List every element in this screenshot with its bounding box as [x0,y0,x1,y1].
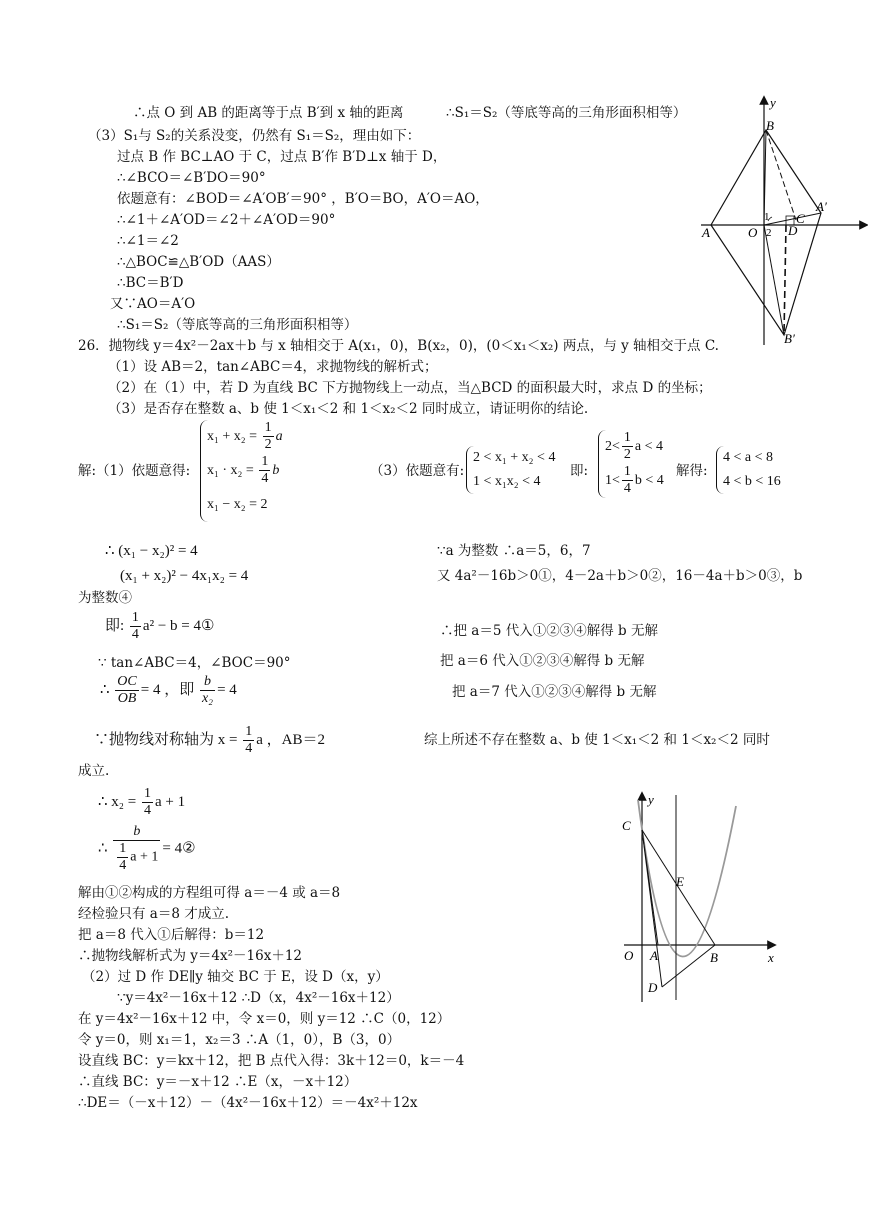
fig2-label: D [648,980,658,995]
inequality-system: 2 < x₁ + x₂ < 4 1 < x₁x₂ < 4 [466,446,555,494]
fig2-label: E [676,874,684,889]
derivation-line: 把 a＝8 代入①后解得：b＝12 [78,927,265,943]
derivation-line: ∴抛物线解析式为 y＝4x²－16x＋12 [78,948,303,964]
proof-line: （3）S₁与 S₂的关系没变，仍然有 S₁＝S₂，理由如下： [88,128,421,144]
fig1-label: 2 [766,227,772,239]
inequality-system: 2< $\frac{1}{2}$ a < 4 1< $\frac{1}{4}$ b < 4 [598,430,664,498]
inequality-system: 4 < a < 8 4 < b < 16 [716,446,781,494]
derivation-line: ∴ $\frac{OC}{OB}$ = 4 ，即 $\frac{b}{\text{x₂}}$ = 4 [100,674,237,706]
derivation-line: 设直线 BC：y＝kx＋12，把 B 点代入得：3k＋12＝0，k＝－4 [78,1053,465,1069]
fig2-label: A [650,948,658,963]
fig2-label: C [622,818,631,833]
equation-system: x₁ + x₂ = $\frac{1}{2}$ a x₁ · x₂ = $\frac{1}{4}$ b x₁ − x₂ = 2 [200,420,283,522]
parabola-figure [612,790,782,1010]
derivation-line: ∴DE＝（－x＋12）－（4x²－16x＋12）＝－4x²＋12x [78,1095,418,1111]
derivation-line: ∴ (x₁ − x₂)² = 4 [105,543,198,559]
fig2-label: O [624,948,634,963]
proof-line: ∴∠BCO＝∠B′DO＝90° [117,170,266,186]
derivation-line: ∵a 为整数 ∴a＝5，6，7 [437,543,591,559]
problem-part: （1）设 AB＝2，tan∠ABC＝4，求抛物线的解析式； [108,359,438,375]
fig1-label: C [796,211,805,226]
derivation-line: 综上所述不存在整数 a、b 使 1＜x₁＜2 和 1＜x₂＜2 同时 [424,732,770,748]
derivation-line: 又 4a²－16b＞0①，4－2a＋b＞0②，16－4a＋b＞0③，b [437,568,803,584]
problem-part: （3）是否存在整数 a、b 使 1＜x₁＜2 和 1＜x₂＜2 同时成立，请证明你的结论. [108,401,589,417]
fig1-label: O [748,225,758,240]
proof-line: ∴S₁＝S₂（等底等高的三角形面积相等） [446,105,687,121]
problem-statement: 26．抛物线 y＝4x²－2ax＋b 与 x 轴相交于 A(x₁，0)，B(x₂，0)，(0＜x₁＜x₂) 两点，与 y 轴相交于点 C. [78,338,719,354]
proof-line: 依题意有：∠BOD＝∠A′OB′＝90° ，B′O＝BO，A′O＝AO， [117,191,489,207]
solution-label: （3）依题意有: [370,463,465,479]
derivation-line: 即: $\frac{1}{4}$ a² − b = 4① [105,610,215,642]
derivation-line: (x₁ + x₂)² − 4x₁x₂ = 4 [120,568,249,584]
derivation-line: 成立. [78,763,110,779]
derivation-line: （2）过 D 作 DE∥y 轴交 BC 于 E，设 D（x，y） [82,969,389,985]
geometry-figure [696,95,868,350]
derivation-line: ∵抛物线对称轴为 x = $\frac{1}{4}$ a ，AB＝2 [94,724,325,756]
derivation-line: 在 y＝4x²－16x＋12 中，令 x＝0，则 y＝12 ∴C（0，12） [78,1011,451,1027]
proof-line: ∴点 O 到 AB 的距离等于点 B′到 x 轴的距离 [133,105,404,121]
fig1-label: A [702,225,710,240]
derivation-line: 解由①②构成的方程组可得 a＝－4 或 a＝8 [78,885,341,901]
derivation-line: ∴把 a＝5 代入①②③④解得 b 无解 [440,623,658,639]
derivation-line: 把 a＝7 代入①②③④解得 b 无解 [452,684,657,700]
derivation-line: 令 y＝0，则 x₁＝1，x₂＝3 ∴A（1，0），B（3，0） [78,1032,401,1048]
derivation-line: ∴ b $\frac{1}{4}$ a + 1 = 4② [98,824,196,873]
derivation-line: 为整数④ [78,590,132,606]
fig1-label: D [788,223,798,238]
derivation-line: ∴直线 BC：y＝－x＋12 ∴E（x，－x＋12） [78,1074,358,1090]
fig2-label: B [710,950,718,965]
solution-label: 解:（1）依题意得: [78,463,191,479]
proof-line: ∴△BOC≌△B′OD（AAS） [117,254,280,270]
fig1-label: y [770,95,776,110]
fig1-label: B′ [784,331,795,346]
proof-line: ∴BC＝B′D [117,275,184,291]
proof-line: 过点 B 作 BC⊥AO 于 C，过点 B′作 B′D⊥x 轴于 D， [117,149,447,165]
solution-text: 即: [570,463,589,479]
derivation-line: 把 a＝6 代入①②③④解得 b 无解 [440,653,645,669]
parabola-curve [638,800,736,957]
fig1-label: B [766,118,774,133]
proof-line: ∴S₁＝S₂（等底等高的三角形面积相等） [117,317,358,333]
fig2-label: y [648,792,654,807]
fig2-label: x [768,950,774,965]
proof-line: 又∵AO＝A′O [110,296,196,312]
derivation-line: ∵ tan∠ABC＝4，∠BOC＝90° [98,655,291,671]
derivation-line: ∴ x₂ = $\frac{1}{4}$ a + 1 [98,786,186,818]
proof-line: ∴∠1＝∠2 [117,233,179,249]
derivation-line: 经检验只有 a＝8 才成立. [78,906,230,922]
fig1-label: A′ [816,199,827,214]
solution-text: 解得: [676,463,708,479]
derivation-line: ∵y＝4x²－16x＋12 ∴D（x，4x²－16x＋12） [117,990,400,1006]
proof-line: ∴∠1＋∠A′OD＝∠2＋∠A′OD＝90° [117,212,336,228]
fig1-label: 1 [764,211,770,223]
problem-part: （2）在（1）中，若 D 为直线 BC 下方抛物线上一动点，当△BCD 的面积最大时，求点 D 的坐标； [108,380,712,396]
